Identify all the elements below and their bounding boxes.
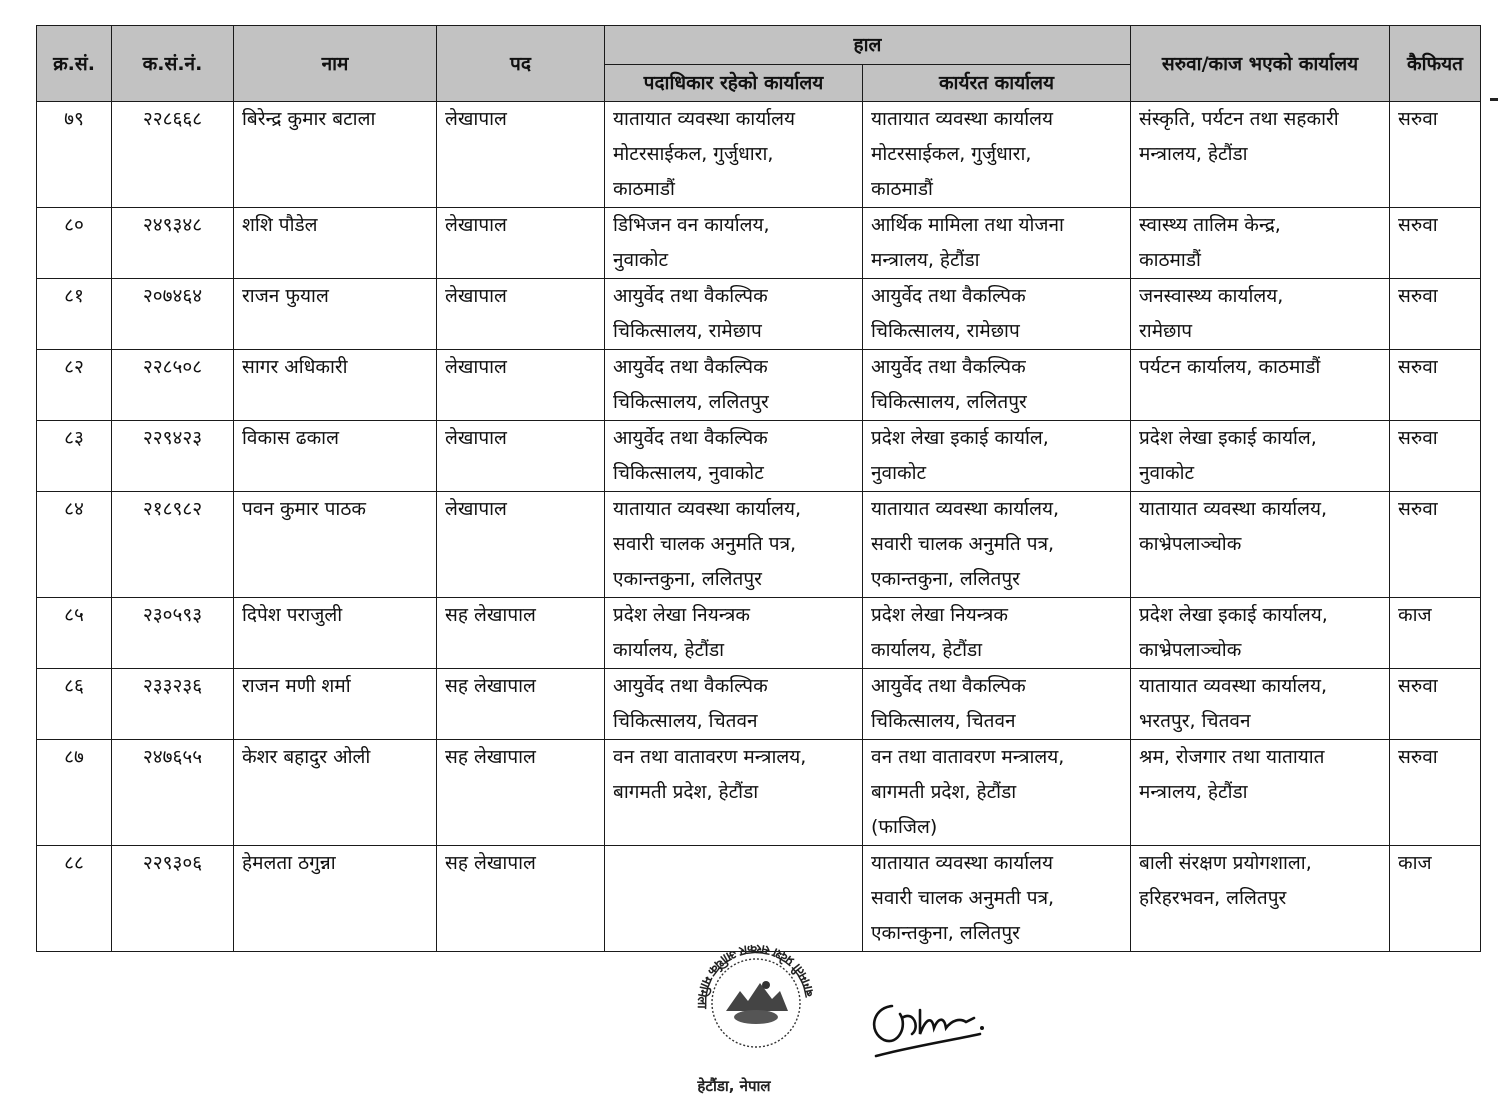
cell-remarks-text: सरुवा	[1398, 675, 1438, 697]
header-current: हाल	[605, 26, 1131, 65]
cell-post	[437, 740, 605, 846]
table-row	[37, 492, 1481, 598]
cell-staff-code	[112, 846, 234, 952]
cell-post	[437, 492, 605, 598]
cell-post-office-text: डिभिजन वन कार्यालय, नुवाकोट	[613, 214, 770, 271]
page-edge-mark	[1490, 98, 1498, 101]
cell-serial	[37, 598, 112, 669]
cell-transfer-office	[1131, 846, 1390, 952]
header-remarks: कैफियत	[1390, 26, 1481, 102]
cell-name	[234, 492, 437, 598]
cell-staff-code-text: २३०५९३	[142, 604, 203, 626]
cell-remarks-text: सरुवा	[1398, 214, 1438, 236]
cell-work-office-text: आर्थिक मामिला तथा योजना मन्त्रालय, हेटौंडा	[871, 214, 1064, 271]
cell-post-text: लेखापाल	[445, 498, 507, 520]
cell-serial-text: ८७	[64, 746, 84, 768]
cell-transfer-office	[1131, 492, 1390, 598]
cell-remarks	[1390, 846, 1481, 952]
cell-post-office	[605, 669, 863, 740]
cell-post-office	[605, 421, 863, 492]
cell-post-office	[605, 598, 863, 669]
cell-post-office	[605, 492, 863, 598]
cell-post	[437, 846, 605, 952]
cell-work-office	[863, 740, 1131, 846]
cell-post-office	[605, 102, 863, 208]
cell-post-text: लेखापाल	[445, 356, 507, 378]
seal-location: हेटौंडा, नेपाल	[697, 1077, 771, 1095]
cell-post-office-text: यातायात व्यवस्था कार्यालय, सवारी चालक अनुमति पत्र, एकान्तकुना, ललितपुर	[613, 498, 802, 590]
cell-staff-code-text: २२९४२३	[142, 427, 203, 449]
cell-serial	[37, 208, 112, 279]
cell-name-text: बिरेन्द्र कुमार बटाला	[242, 108, 376, 130]
cell-staff-code-text: २२८५०८	[142, 356, 203, 378]
table-row	[37, 279, 1481, 350]
cell-serial	[37, 421, 112, 492]
cell-transfer-office	[1131, 102, 1390, 208]
cell-work-office-text: यातायात व्यवस्था कार्यालय सवारी चालक अनुमती पत्र, एकान्तकुना, ललितपुर	[871, 852, 1055, 944]
cell-staff-code-text: २४९३४८	[142, 214, 203, 236]
header-serial: क्र.सं.	[37, 26, 112, 102]
cell-work-office	[863, 669, 1131, 740]
table-row	[37, 350, 1481, 421]
cell-serial	[37, 350, 112, 421]
cell-staff-code	[112, 421, 234, 492]
cell-transfer-office-text: प्रदेश लेखा इकाई कार्याल, नुवाकोट	[1139, 427, 1317, 484]
cell-post-text: सह लेखापाल	[445, 675, 536, 697]
cell-serial-text: ८२	[64, 356, 84, 378]
cell-remarks-text: सरुवा	[1398, 356, 1438, 378]
cell-transfer-office-text: पर्यटन कार्यालय, काठमाडौं	[1139, 356, 1321, 378]
cell-post	[437, 102, 605, 208]
cell-staff-code	[112, 492, 234, 598]
cell-serial-text: ८३	[64, 427, 84, 449]
header-current-post-office: पदाधिकार रहेको कार्यालय	[605, 65, 863, 102]
table-body	[37, 102, 1481, 952]
cell-remarks-text: सरुवा	[1398, 427, 1438, 449]
cell-staff-code-text: २२८६६८	[142, 108, 203, 130]
cell-remarks	[1390, 740, 1481, 846]
cell-transfer-office	[1131, 669, 1390, 740]
cell-work-office-text: यातायात व्यवस्था कार्यालय मोटरसाईकल, गुर्जुधारा, काठमाडौं	[871, 108, 1054, 200]
table-header	[37, 26, 1481, 102]
cell-post-office-text: वन तथा वातावरण मन्त्रालय, बागमती प्रदेश, हेटौंडा	[613, 746, 807, 803]
cell-post-office	[605, 350, 863, 421]
cell-post	[437, 421, 605, 492]
cell-staff-code	[112, 740, 234, 846]
cell-post-text: सह लेखापाल	[445, 604, 536, 626]
cell-name	[234, 350, 437, 421]
cell-remarks	[1390, 492, 1481, 598]
cell-post	[437, 350, 605, 421]
cell-serial-text: ८१	[64, 285, 84, 307]
cell-transfer-office-text: जनस्वास्थ्य कार्यालय, रामेछाप	[1139, 285, 1284, 342]
cell-post-text: लेखापाल	[445, 214, 507, 236]
header-name: नाम	[234, 26, 437, 102]
cell-remarks-text: सरुवा	[1398, 498, 1438, 520]
cell-name-text: शशि पौडेल	[242, 214, 318, 236]
cell-remarks-text: काज	[1398, 852, 1432, 874]
cell-staff-code	[112, 208, 234, 279]
cell-staff-code-text: २३३२३६	[142, 675, 203, 697]
cell-post	[437, 669, 605, 740]
header-transfer-office: सरुवा/काज भएको कार्यालय	[1131, 26, 1390, 102]
cell-staff-code-text: २२९३०६	[142, 852, 203, 874]
cell-remarks	[1390, 669, 1481, 740]
cell-staff-code	[112, 669, 234, 740]
cell-serial	[37, 102, 112, 208]
cell-work-office	[863, 598, 1131, 669]
cell-remarks	[1390, 598, 1481, 669]
cell-remarks	[1390, 350, 1481, 421]
table-row	[37, 598, 1481, 669]
cell-post-text: सह लेखापाल	[445, 746, 536, 768]
cell-transfer-office-text: संस्कृति, पर्यटन तथा सहकारी मन्त्रालय, हेटौंडा	[1139, 108, 1339, 165]
header-staff-code: क.सं.नं.	[112, 26, 234, 102]
table-row	[37, 208, 1481, 279]
cell-post-office	[605, 740, 863, 846]
cell-name-text: पवन कुमार पाठक	[242, 498, 366, 520]
cell-post	[437, 208, 605, 279]
cell-name	[234, 421, 437, 492]
cell-transfer-office-text: स्वास्थ्य तालिम केन्द्र, काठमाडौं	[1139, 214, 1281, 271]
cell-serial	[37, 846, 112, 952]
cell-serial	[37, 740, 112, 846]
cell-remarks	[1390, 421, 1481, 492]
header-current-work-office: कार्यरत कार्यालय	[863, 65, 1131, 102]
cell-serial-text: ७९	[64, 108, 84, 130]
cell-name	[234, 598, 437, 669]
cell-name-text: राजन फुयाल	[242, 285, 329, 307]
cell-serial-text: ८६	[64, 675, 84, 697]
table-row	[37, 740, 1481, 846]
cell-transfer-office-text: प्रदेश लेखा इकाई कार्यालय, काभ्रेपलाञ्चोक	[1139, 604, 1328, 661]
cell-name	[234, 669, 437, 740]
cell-work-office	[863, 492, 1131, 598]
cell-name-text: सागर अधिकारी	[242, 356, 348, 378]
cell-work-office-text: आयुर्वेद तथा वैकल्पिक चिकित्सालय, ललितपुर	[871, 356, 1027, 413]
cell-transfer-office	[1131, 421, 1390, 492]
header-post: पद	[437, 26, 605, 102]
cell-staff-code	[112, 102, 234, 208]
cell-name-text: विकास ढकाल	[242, 427, 339, 449]
cell-staff-code-text: २१८९८२	[142, 498, 203, 520]
cell-name	[234, 102, 437, 208]
cell-work-office	[863, 279, 1131, 350]
cell-post-text: सह लेखापाल	[445, 852, 536, 874]
cell-post	[437, 279, 605, 350]
cell-work-office	[863, 102, 1131, 208]
cell-serial	[37, 279, 112, 350]
cell-remarks-text: सरुवा	[1398, 108, 1438, 130]
table-row	[37, 102, 1481, 208]
cell-staff-code-text: २४७६५५	[142, 746, 203, 768]
cell-post-office-text: आयुर्वेद तथा वैकल्पिक चिकित्सालय, चितवन	[613, 675, 768, 732]
cell-work-office-text: आयुर्वेद तथा वैकल्पिक चिकित्सालय, रामेछाप	[871, 285, 1026, 342]
seal-ring-text: बागमती प्रदेश सरकार आर्थिक मामिला	[693, 940, 818, 1009]
signature	[862, 988, 992, 1063]
cell-remarks-text: काज	[1398, 604, 1432, 626]
cell-name-text: दिपेश पराजुली	[242, 604, 343, 626]
cell-remarks-text: सरुवा	[1398, 746, 1438, 768]
cell-serial-text: ८५	[64, 604, 84, 626]
cell-staff-code	[112, 279, 234, 350]
cell-serial	[37, 669, 112, 740]
cell-serial-text: ८८	[64, 852, 84, 874]
cell-name-text: हेमलता ठगुन्ना	[242, 852, 336, 874]
table-row	[37, 421, 1481, 492]
cell-remarks	[1390, 102, 1481, 208]
cell-name-text: राजन मणी शर्मा	[242, 675, 351, 697]
cell-staff-code	[112, 350, 234, 421]
cell-work-office-text: यातायात व्यवस्था कार्यालय, सवारी चालक अनुमति पत्र, एकान्तकुना, ललितपुर	[871, 498, 1060, 590]
cell-transfer-office	[1131, 598, 1390, 669]
cell-name	[234, 208, 437, 279]
cell-post-text: लेखापाल	[445, 285, 507, 307]
cell-work-office	[863, 421, 1131, 492]
cell-work-office	[863, 846, 1131, 952]
cell-staff-code-text: २०७४६४	[142, 285, 203, 307]
cell-work-office	[863, 350, 1131, 421]
cell-name	[234, 740, 437, 846]
cell-work-office-text: प्रदेश लेखा नियन्त्रक कार्यालय, हेटौंडा	[871, 604, 1008, 661]
cell-post-office-text: आयुर्वेद तथा वैकल्पिक चिकित्सालय, नुवाकोट	[613, 427, 768, 484]
cell-transfer-office	[1131, 279, 1390, 350]
cell-work-office-text: वन तथा वातावरण मन्त्रालय, बागमती प्रदेश, हेटौंडा (फाजिल)	[871, 746, 1065, 838]
cell-work-office-text: प्रदेश लेखा इकाई कार्याल, नुवाकोट	[871, 427, 1049, 484]
cell-post-office-text: यातायात व्यवस्था कार्यालय मोटरसाईकल, गुर्जुधारा, काठमाडौं	[613, 108, 796, 200]
cell-serial	[37, 492, 112, 598]
cell-name	[234, 279, 437, 350]
cell-work-office	[863, 208, 1131, 279]
cell-post-office-text: प्रदेश लेखा नियन्त्रक कार्यालय, हेटौंडा	[613, 604, 750, 661]
cell-remarks-text: सरुवा	[1398, 285, 1438, 307]
cell-post-office	[605, 279, 863, 350]
cell-post-office-text: आयुर्वेद तथा वैकल्पिक चिकित्सालय, ललितपुर	[613, 356, 769, 413]
cell-transfer-office-text: बाली संरक्षण प्रयोगशाला, हरिहरभवन, ललितपुर	[1139, 852, 1312, 909]
cell-transfer-office	[1131, 208, 1390, 279]
cell-transfer-office-text: यातायात व्यवस्था कार्यालय, काभ्रेपलाञ्चोक	[1139, 498, 1328, 555]
cell-transfer-office	[1131, 740, 1390, 846]
transfer-table	[36, 25, 1481, 952]
cell-remarks	[1390, 279, 1481, 350]
cell-work-office-text: आयुर्वेद तथा वैकल्पिक चिकित्सालय, चितवन	[871, 675, 1026, 732]
cell-post-office	[605, 208, 863, 279]
cell-post	[437, 598, 605, 669]
cell-transfer-office	[1131, 350, 1390, 421]
cell-post-office-text: आयुर्वेद तथा वैकल्पिक चिकित्सालय, रामेछाप	[613, 285, 768, 342]
cell-transfer-office-text: श्रम, रोजगार तथा यातायात मन्त्रालय, हेटौंडा	[1139, 746, 1325, 803]
cell-serial-text: ८०	[64, 214, 84, 236]
cell-post-text: लेखापाल	[445, 108, 507, 130]
cell-post-text: लेखापाल	[445, 427, 507, 449]
cell-remarks	[1390, 208, 1481, 279]
cell-name	[234, 846, 437, 952]
cell-serial-text: ८४	[64, 498, 84, 520]
cell-staff-code	[112, 598, 234, 669]
cell-name-text: केशर बहादुर ओली	[242, 746, 371, 768]
cell-transfer-office-text: यातायात व्यवस्था कार्यालय, भरतपुर, चितवन	[1139, 675, 1328, 732]
table-row	[37, 669, 1481, 740]
